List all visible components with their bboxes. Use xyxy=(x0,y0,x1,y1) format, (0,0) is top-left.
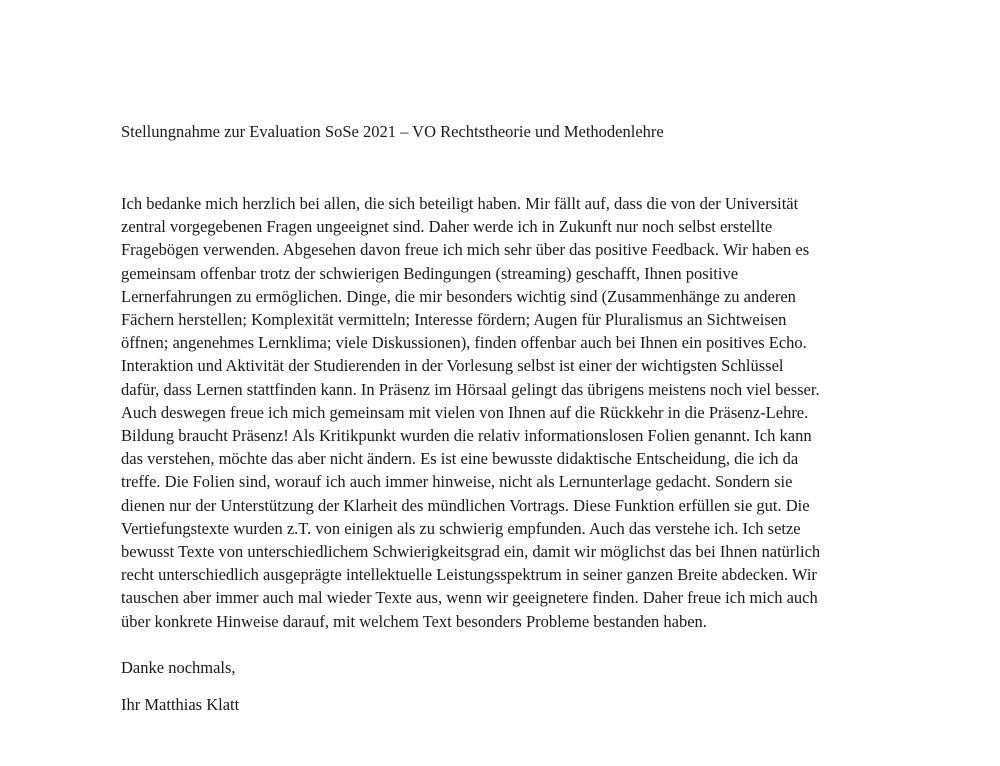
body-line: dafür, dass Lernen stattfinden kann. In Präsenz im Hörsaal gelingt das übrigens meistens noch viel besser. xyxy=(121,379,820,399)
body-line: dienen nur der Unterstützung der Klarheit des mündlichen Vortrags. Diese Funktion erfüllen sie gut. Die xyxy=(121,495,810,515)
body-line: recht unterschiedlich ausgeprägte intellektuelle Leistungsspektrum in seiner ganzen Breite abdecken. Wir xyxy=(121,565,817,585)
document-title: Stellungnahme zur Evaluation SoSe 2021 – VO Rechtstheorie und Methodenlehre xyxy=(121,122,664,141)
body-line: Fragebögen verwenden. Abgesehen davon freue ich mich sehr über das positive Feedback. Wir haben es xyxy=(121,240,810,260)
body-line: Lernerfahrungen zu ermöglichen. Dinge, die mir besonders wichtig sind (Zusammenhänge zu anderen xyxy=(121,286,796,306)
body-line: gemeinsam offenbar trotz der schwierigen Bedingungen (streaming) geschafft, Ihnen positive xyxy=(121,263,739,283)
body-line: bewusst Texte von unterschiedlichem Schwierigkeitsgrad ein, damit wir möglichst das bei Ihnen natürlich xyxy=(121,542,821,562)
signature-text: Ihr Matthias Klatt xyxy=(121,695,240,714)
body-line: Vertiefungstexte wurden z.T. von einigen als zu schwierig empfunden. Auch das verstehe ich. Ich setze xyxy=(121,518,801,538)
body-line: Bildung braucht Präsenz! Als Kritikpunkt wurden die relativ informationslosen Folien genannt. Ich kann xyxy=(121,426,812,446)
body-line: Interaktion und Aktivität der Studierenden in der Vorlesung selbst ist einer der wichtigsten Schlüssel xyxy=(121,356,784,376)
body-line: Fächern herstellen; Komplexität vermitteln; Interesse fördern; Augen für Pluralismus an Sichtweisen xyxy=(121,310,787,330)
body-line: zentral vorgegebenen Fragen ungeeignet sind. Daher werde ich in Zukunft nur noch selbst erstellte xyxy=(121,217,773,237)
body-line: treffe. Die Folien sind, worauf ich auch immer hinweise, nicht als Lernunterlage gedacht. Sondern sie xyxy=(121,472,793,492)
body-line: Ich bedanke mich herzlich bei allen, die sich beteiligt haben. Mir fällt auf, dass die von der Universität xyxy=(121,194,799,213)
body-line: öffnen; angenehmes Lernklima; viele Diskussionen), finden offenbar auch bei Ihnen ein positives Echo. xyxy=(121,333,807,353)
body-line: über konkrete Hinweise darauf, mit welchem Text besonders Probleme bestanden haben. xyxy=(121,611,707,631)
body-line: tauschen aber immer auch mal wieder Texte aus, wenn wir geeignetere finden. Daher freue ich mich auch xyxy=(121,588,818,608)
closing-text: Danke nochmals, xyxy=(121,658,236,677)
document-body xyxy=(121,192,881,633)
body-line: Auch deswegen freue ich mich gemeinsam mit vielen von Ihnen auf die Rückkehr in die Präsenz-Lehre. xyxy=(121,402,809,422)
body-line: das verstehen, möchte das aber nicht ändern. Es ist eine bewusste didaktische Entscheidung, die ich da xyxy=(121,449,799,469)
